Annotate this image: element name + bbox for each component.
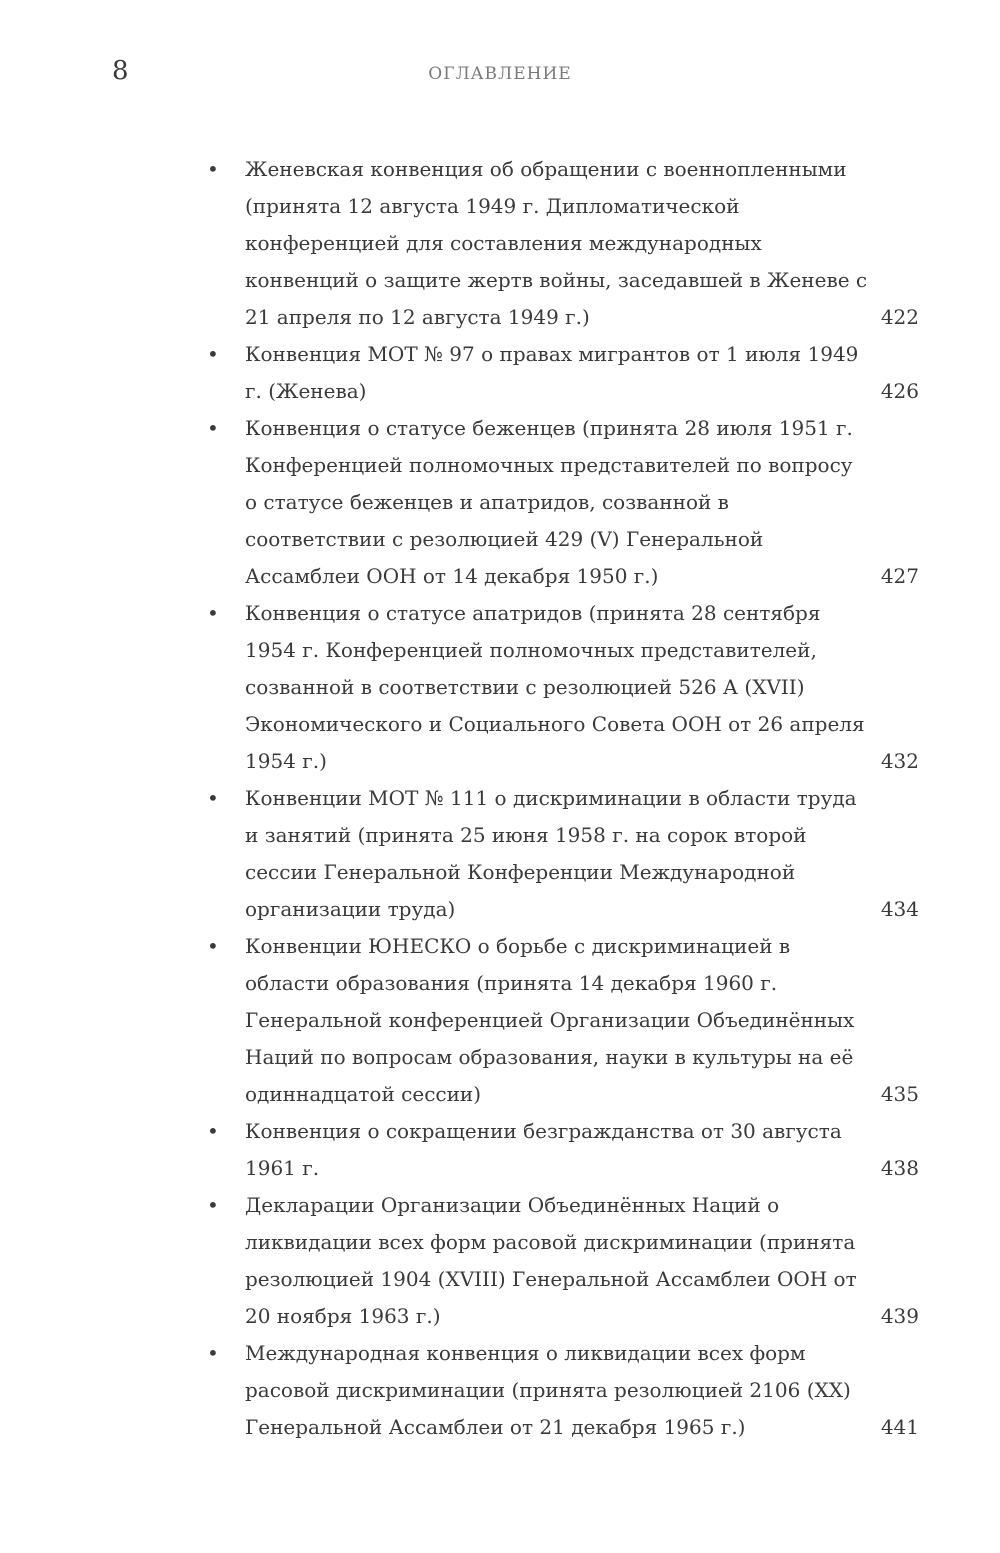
bullet-icon: •: [207, 934, 219, 958]
toc-entry-title: Конвенции МОТ № 111 о дискриминации в области труда и занятий (принята 25 июня 1958 г. на сорок второй сессии Генеральной Конференции Международной организации труда): [245, 786, 857, 921]
table-of-contents: [199, 151, 919, 1446]
toc-entry[interactable]: [199, 410, 919, 595]
toc-entry-page: 441: [880, 1415, 919, 1439]
toc-entry[interactable]: [199, 1113, 919, 1187]
bullet-icon: •: [207, 342, 219, 366]
toc-entry[interactable]: [199, 928, 919, 1113]
toc-entry-page: 439: [880, 1304, 919, 1328]
bullet-icon: •: [207, 1193, 219, 1217]
toc-entry[interactable]: [199, 595, 919, 780]
bullet-icon: •: [207, 786, 219, 810]
toc-entry[interactable]: [199, 151, 919, 336]
toc-entry[interactable]: [199, 1187, 919, 1335]
bullet-icon: •: [207, 157, 219, 181]
toc-entry-page: 435: [880, 1082, 919, 1106]
toc-entry-page: 438: [880, 1156, 919, 1180]
toc-entry-title: Конвенция о сокращении безгражданства от 30 августа 1961 г.: [245, 1119, 842, 1180]
bullet-icon: •: [207, 416, 219, 440]
toc-entry-page: 426: [880, 379, 919, 403]
toc-entry-page: 427: [880, 564, 919, 588]
running-title: ОГЛАВЛЕНИЕ: [428, 64, 572, 84]
toc-entry-page: 434: [880, 897, 919, 921]
toc-entry-title: Конвенция о статусе беженцев (принята 28 июля 1951 г. Конференцией полномочных представителей по вопросу о статусе беженцев и апатридов, созванной в соответствии с резолюцией 429 (V) Генеральной Ассамблеи ООН от 14 декабря 1950 г.): [245, 416, 853, 588]
toc-entry-title: Женевская конвенция об обращении с военнопленными (принята 12 августа 1949 г. Дипломатической конференцией для составления международных конвенций о защите жертв войны, заседавшей в Женеве с 21 апреля по 12 августа 1949 г.): [245, 157, 868, 329]
page-number: 8: [112, 56, 129, 86]
toc-entry-title: Конвенция о статусе апатридов (принята 28 сентября 1954 г. Конференцией полномочных представителей, созванной в соответствии с резолюцией 526 А (XVII) Экономического и Социального Совета ООН от 26 апреля 1954 г.): [245, 601, 865, 773]
toc-entry-title: Декларации Организации Объединённых Наций о ликвидации всех форм расовой дискриминации (принята резолюцией 1904 (XVIII) Генеральной Ассамблеи ООН от 20 ноября 1963 г.): [245, 1193, 857, 1328]
toc-entry[interactable]: [199, 780, 919, 928]
toc-entry-page: 432: [880, 749, 919, 773]
toc-entry-title: Международная конвенция о ликвидации всех форм расовой дискриминации (принята резолюцией 2106 (XX) Генеральной Ассамблеи от 21 декабря 1965 г.): [245, 1341, 851, 1439]
toc-entry[interactable]: [199, 1335, 919, 1446]
bullet-icon: •: [207, 1341, 219, 1365]
toc-entry-title: Конвенции ЮНЕСКО о борьбе с дискриминацией в области образования (принята 14 декабря 1960 г. Генеральной конференцией Организации Объединённых Наций по вопросам образования, науки в культуры на её одиннадцатой сессии): [245, 934, 855, 1106]
toc-entry[interactable]: [199, 336, 919, 410]
bullet-icon: •: [207, 601, 219, 625]
bullet-icon: •: [207, 1119, 219, 1143]
toc-entry-page: 422: [880, 305, 919, 329]
toc-entry-title: Конвенция МОТ № 97 о правах мигрантов от 1 июля 1949 г. (Женева): [245, 342, 859, 403]
